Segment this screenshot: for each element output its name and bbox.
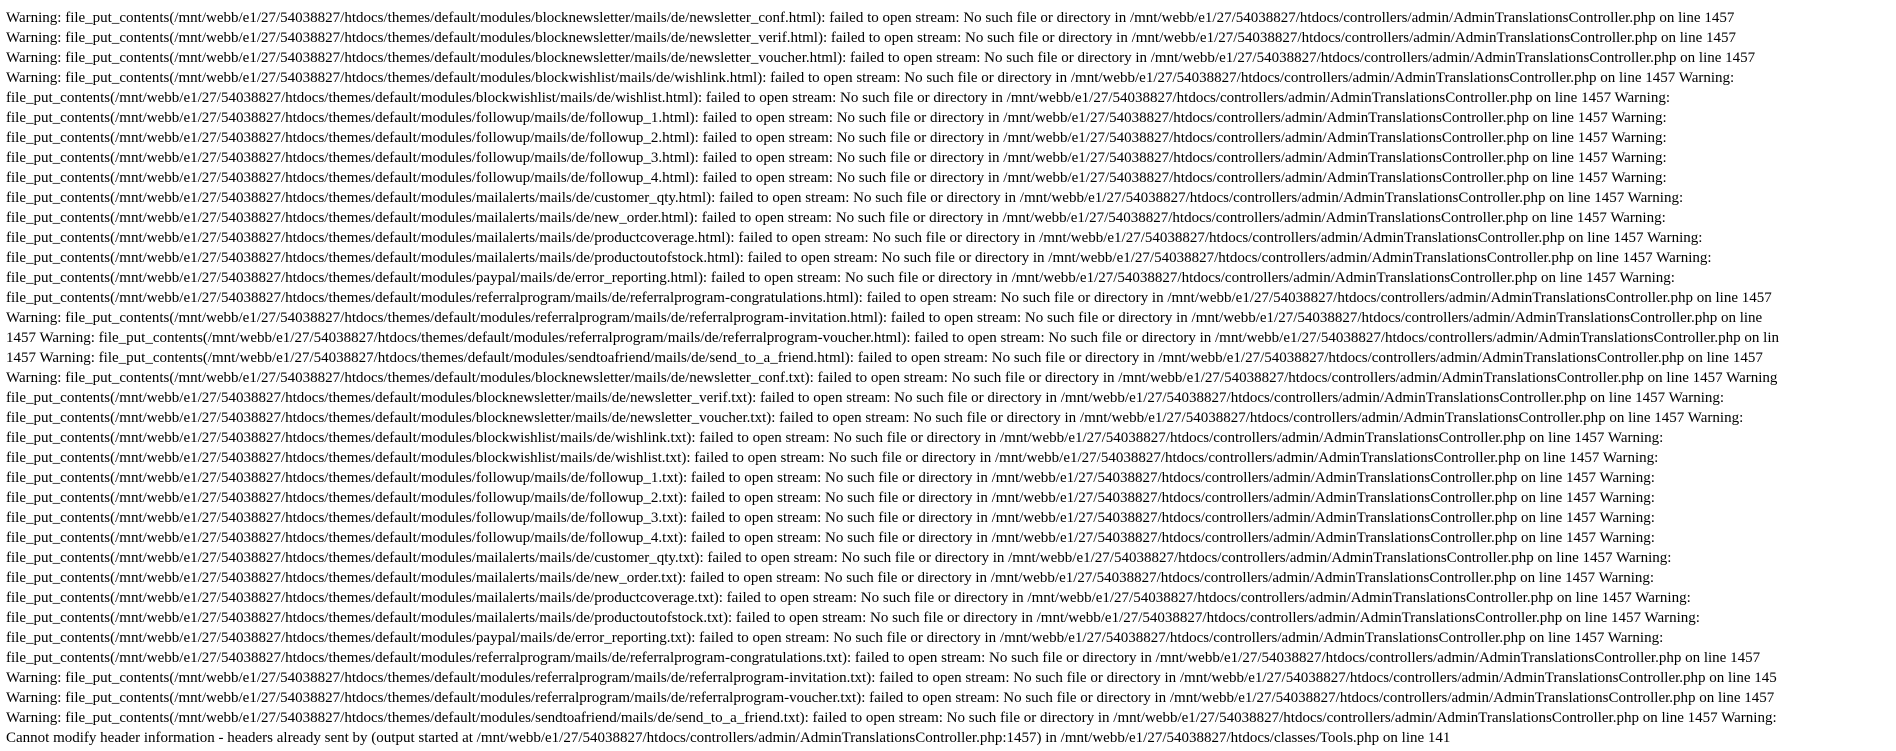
error-line: file_put_contents(/mnt/webb/e1/27/54038827/htdocs/themes/default/modules/followup/mails/de/followup_3.html): failed to open stream: No such file or directory in /mnt/webb/e1/27/54038827/htdocs/controllers/admin/AdminTranslationsController.php on line 1457 Warning: bbox=[6, 150, 1667, 166]
error-line: Cannot modify header information - headers already sent by (output started at /mnt/webb/e1/27/54038827/htdocs/controllers/admin/AdminTranslationsController.php:1457) in /mnt/webb/e1/27/54038827/htdocs/classes/Tools.php on line 141 bbox=[6, 730, 1451, 746]
error-line: file_put_contents(/mnt/webb/e1/27/54038827/htdocs/themes/default/modules/mailalerts/mails/de/customer_qty.txt): failed to open stream: No such file or directory in /mnt/webb/e1/27/54038827/htdocs/controllers/admin/AdminTranslationsController.php on line 1457 Warning: bbox=[6, 550, 1672, 566]
error-line: file_put_contents(/mnt/webb/e1/27/54038827/htdocs/themes/default/modules/mailalerts/mails/de/productcoverage.html): failed to open stream: No such file or directory in /mnt/webb/e1/27/54038827/htdocs/controllers/admin/AdminTranslationsController.php on line 1457 Warning: bbox=[6, 230, 1703, 246]
error-line: file_put_contents(/mnt/webb/e1/27/54038827/htdocs/themes/default/modules/referralprogram/mails/de/referralprogram-congratulations.txt): failed to open stream: No such file or directory in /mnt/webb/e1/27/54038827/htdocs/controllers/admin/AdminTranslationsController.php on line 1457 bbox=[6, 650, 1761, 666]
error-line: file_put_contents(/mnt/webb/e1/27/54038827/htdocs/themes/default/modules/followup/mails/de/followup_4.html): failed to open stream: No such file or directory in /mnt/webb/e1/27/54038827/htdocs/controllers/admin/AdminTranslationsController.php on line 1457 Warning: bbox=[6, 170, 1667, 186]
error-line: Warning: file_put_contents(/mnt/webb/e1/27/54038827/htdocs/themes/default/modules/blocknewsletter/mails/de/newsletter_conf.txt): failed to open stream: No such file or directory in /mnt/webb/e1/27/54038827/htdocs/controllers/admin/AdminTranslationsController.php on line 1457 Warning bbox=[6, 370, 1778, 386]
error-line: Warning: file_put_contents(/mnt/webb/e1/27/54038827/htdocs/themes/default/modules/referralprogram/mails/de/referralprogram-voucher.txt): failed to open stream: No such file or directory in /mnt/webb/e1/27/54038827/htdocs/controllers/admin/AdminTranslationsController.php on line 1457 bbox=[6, 690, 1775, 706]
error-line: Warning: file_put_contents(/mnt/webb/e1/27/54038827/htdocs/themes/default/modules/blocknewsletter/mails/de/newsletter_voucher.html): failed to open stream: No such file or directory in /mnt/webb/e1/27/54038827/htdocs/controllers/admin/AdminTranslationsController.php on line 1457 bbox=[6, 50, 1756, 66]
error-line: Warning: file_put_contents(/mnt/webb/e1/27/54038827/htdocs/themes/default/modules/blockwishlist/mails/de/wishlink.html): failed to open stream: No such file or directory in /mnt/webb/e1/27/54038827/htdocs/controllers/admin/AdminTranslationsController.php on line 1457 Warning: bbox=[6, 70, 1735, 86]
error-line: Warning: file_put_contents(/mnt/webb/e1/27/54038827/htdocs/themes/default/modules/blocknewsletter/mails/de/newsletter_verif.html): failed to open stream: No such file or directory in /mnt/webb/e1/27/54038827/htdocs/controllers/admin/AdminTranslationsController.php on line 1457 bbox=[6, 30, 1737, 46]
error-line: file_put_contents(/mnt/webb/e1/27/54038827/htdocs/themes/default/modules/mailalerts/mails/de/new_order.html): failed to open stream: No such file or directory in /mnt/webb/e1/27/54038827/htdocs/controllers/admin/AdminTranslationsController.php on line 1457 Warning: bbox=[6, 210, 1666, 226]
error-line: Warning: file_put_contents(/mnt/webb/e1/27/54038827/htdocs/themes/default/modules/sendtoafriend/mails/de/send_to_a_friend.txt): failed to open stream: No such file or directory in /mnt/webb/e1/27/54038827/htdocs/controllers/admin/AdminTranslationsController.php on line 1457 Warning: bbox=[6, 710, 1777, 726]
error-line: file_put_contents(/mnt/webb/e1/27/54038827/htdocs/themes/default/modules/blockwishlist/mails/de/wishlist.html): failed to open stream: No such file or directory in /mnt/webb/e1/27/54038827/htdocs/controllers/admin/AdminTranslationsController.php on line 1457 Warning: bbox=[6, 90, 1670, 106]
error-line: 1457 Warning: file_put_contents(/mnt/webb/e1/27/54038827/htdocs/themes/default/modules/referralprogram/mails/de/referralprogram-voucher.html): failed to open stream: No such file or directory in /mnt/webb/e1/27/54038827/htdocs/controllers/admin/AdminTranslationsController.php on lin bbox=[6, 330, 1780, 346]
error-line: file_put_contents(/mnt/webb/e1/27/54038827/htdocs/themes/default/modules/blocknewsletter/mails/de/newsletter_voucher.txt): failed to open stream: No such file or directory in /mnt/webb/e1/27/54038827/htdocs/controllers/admin/AdminTranslationsController.php on line 1457 Warning: bbox=[6, 410, 1744, 426]
error-line: file_put_contents(/mnt/webb/e1/27/54038827/htdocs/themes/default/modules/mailalerts/mails/de/productcoverage.txt): failed to open stream: No such file or directory in /mnt/webb/e1/27/54038827/htdocs/controllers/admin/AdminTranslationsController.php on line 1457 Warning: bbox=[6, 590, 1691, 606]
error-line: file_put_contents(/mnt/webb/e1/27/54038827/htdocs/themes/default/modules/mailalerts/mails/de/new_order.txt): failed to open stream: No such file or directory in /mnt/webb/e1/27/54038827/htdocs/controllers/admin/AdminTranslationsController.php on line 1457 Warning: bbox=[6, 570, 1655, 586]
error-line: file_put_contents(/mnt/webb/e1/27/54038827/htdocs/themes/default/modules/mailalerts/mails/de/productoutofstock.txt): failed to open stream: No such file or directory in /mnt/webb/e1/27/54038827/htdocs/controllers/admin/AdminTranslationsController.php on line 1457 Warning: bbox=[6, 610, 1700, 626]
error-line: 1457 Warning: file_put_contents(/mnt/webb/e1/27/54038827/htdocs/themes/default/modules/sendtoafriend/mails/de/send_to_a_friend.html): failed to open stream: No such file or directory in /mnt/webb/e1/27/54038827/htdocs/controllers/admin/AdminTranslationsController.php on line 1457 bbox=[6, 350, 1763, 366]
error-line: file_put_contents(/mnt/webb/e1/27/54038827/htdocs/themes/default/modules/followup/mails/de/followup_4.txt): failed to open stream: No such file or directory in /mnt/webb/e1/27/54038827/htdocs/controllers/admin/AdminTranslationsController.php on line 1457 Warning: bbox=[6, 530, 1655, 546]
error-line: file_put_contents(/mnt/webb/e1/27/54038827/htdocs/themes/default/modules/followup/mails/de/followup_1.txt): failed to open stream: No such file or directory in /mnt/webb/e1/27/54038827/htdocs/controllers/admin/AdminTranslationsController.php on line 1457 Warning: bbox=[6, 470, 1655, 486]
error-line: file_put_contents(/mnt/webb/e1/27/54038827/htdocs/themes/default/modules/paypal/mails/de/error_reporting.txt): failed to open stream: No such file or directory in /mnt/webb/e1/27/54038827/htdocs/controllers/admin/AdminTranslationsController.php on line 1457 Warning: bbox=[6, 630, 1664, 646]
error-line: Warning: file_put_contents(/mnt/webb/e1/27/54038827/htdocs/themes/default/modules/referralprogram/mails/de/referralprogram-invitation.txt): failed to open stream: No such file or directory in /mnt/webb/e1/27/54038827/htdocs/controllers/admin/AdminTranslationsController.php on line 145 bbox=[6, 670, 1777, 686]
error-line: Warning: file_put_contents(/mnt/webb/e1/27/54038827/htdocs/themes/default/modules/blocknewsletter/mails/de/newsletter_conf.html): failed to open stream: No such file or directory in /mnt/webb/e1/27/54038827/htdocs/controllers/admin/AdminTranslationsController.php on line 1457 bbox=[6, 10, 1735, 26]
error-line: file_put_contents(/mnt/webb/e1/27/54038827/htdocs/themes/default/modules/blocknewsletter/mails/de/newsletter_verif.txt): failed to open stream: No such file or directory in /mnt/webb/e1/27/54038827/htdocs/controllers/admin/AdminTranslationsController.php on line 1457 Warning: bbox=[6, 390, 1725, 406]
error-line: file_put_contents(/mnt/webb/e1/27/54038827/htdocs/themes/default/modules/followup/mails/de/followup_2.txt): failed to open stream: No such file or directory in /mnt/webb/e1/27/54038827/htdocs/controllers/admin/AdminTranslationsController.php on line 1457 Warning: bbox=[6, 490, 1655, 506]
error-line: file_put_contents(/mnt/webb/e1/27/54038827/htdocs/themes/default/modules/blockwishlist/mails/de/wishlink.txt): failed to open stream: No such file or directory in /mnt/webb/e1/27/54038827/htdocs/controllers/admin/AdminTranslationsController.php on line 1457 Warning: bbox=[6, 430, 1664, 446]
error-line: file_put_contents(/mnt/webb/e1/27/54038827/htdocs/themes/default/modules/paypal/mails/de/error_reporting.html): failed to open stream: No such file or directory in /mnt/webb/e1/27/54038827/htdocs/controllers/admin/AdminTranslationsController.php on line 1457 Warning: bbox=[6, 270, 1675, 286]
error-line: file_put_contents(/mnt/webb/e1/27/54038827/htdocs/themes/default/modules/mailalerts/mails/de/customer_qty.html): failed to open stream: No such file or directory in /mnt/webb/e1/27/54038827/htdocs/controllers/admin/AdminTranslationsController.php on line 1457 Warning: bbox=[6, 190, 1684, 206]
error-line: file_put_contents(/mnt/webb/e1/27/54038827/htdocs/themes/default/modules/followup/mails/de/followup_1.html): failed to open stream: No such file or directory in /mnt/webb/e1/27/54038827/htdocs/controllers/admin/AdminTranslationsController.php on line 1457 Warning: bbox=[6, 110, 1667, 126]
error-line: file_put_contents(/mnt/webb/e1/27/54038827/htdocs/themes/default/modules/referralprogram/mails/de/referralprogram-congratulations.html): failed to open stream: No such file or directory in /mnt/webb/e1/27/54038827/htdocs/controllers/admin/AdminTranslationsController.php on line 1457 bbox=[6, 290, 1772, 306]
error-line: Warning: file_put_contents(/mnt/webb/e1/27/54038827/htdocs/themes/default/modules/referralprogram/mails/de/referralprogram-invitation.html): failed to open stream: No such file or directory in /mnt/webb/e1/27/54038827/htdocs/controllers/admin/AdminTranslationsController.php on line bbox=[6, 310, 1763, 326]
error-line: file_put_contents(/mnt/webb/e1/27/54038827/htdocs/themes/default/modules/blockwishlist/mails/de/wishlist.txt): failed to open stream: No such file or directory in /mnt/webb/e1/27/54038827/htdocs/controllers/admin/AdminTranslationsController.php on line 1457 Warning: bbox=[6, 450, 1659, 466]
error-line: file_put_contents(/mnt/webb/e1/27/54038827/htdocs/themes/default/modules/followup/mails/de/followup_3.txt): failed to open stream: No such file or directory in /mnt/webb/e1/27/54038827/htdocs/controllers/admin/AdminTranslationsController.php on line 1457 Warning: bbox=[6, 510, 1655, 526]
error-line: file_put_contents(/mnt/webb/e1/27/54038827/htdocs/themes/default/modules/mailalerts/mails/de/productoutofstock.html): failed to open stream: No such file or directory in /mnt/webb/e1/27/54038827/htdocs/controllers/admin/AdminTranslationsController.php on line 1457 Warning: bbox=[6, 250, 1712, 266]
error-line: file_put_contents(/mnt/webb/e1/27/54038827/htdocs/themes/default/modules/followup/mails/de/followup_2.html): failed to open stream: No such file or directory in /mnt/webb/e1/27/54038827/htdocs/controllers/admin/AdminTranslationsController.php on line 1457 Warning: bbox=[6, 130, 1667, 146]
